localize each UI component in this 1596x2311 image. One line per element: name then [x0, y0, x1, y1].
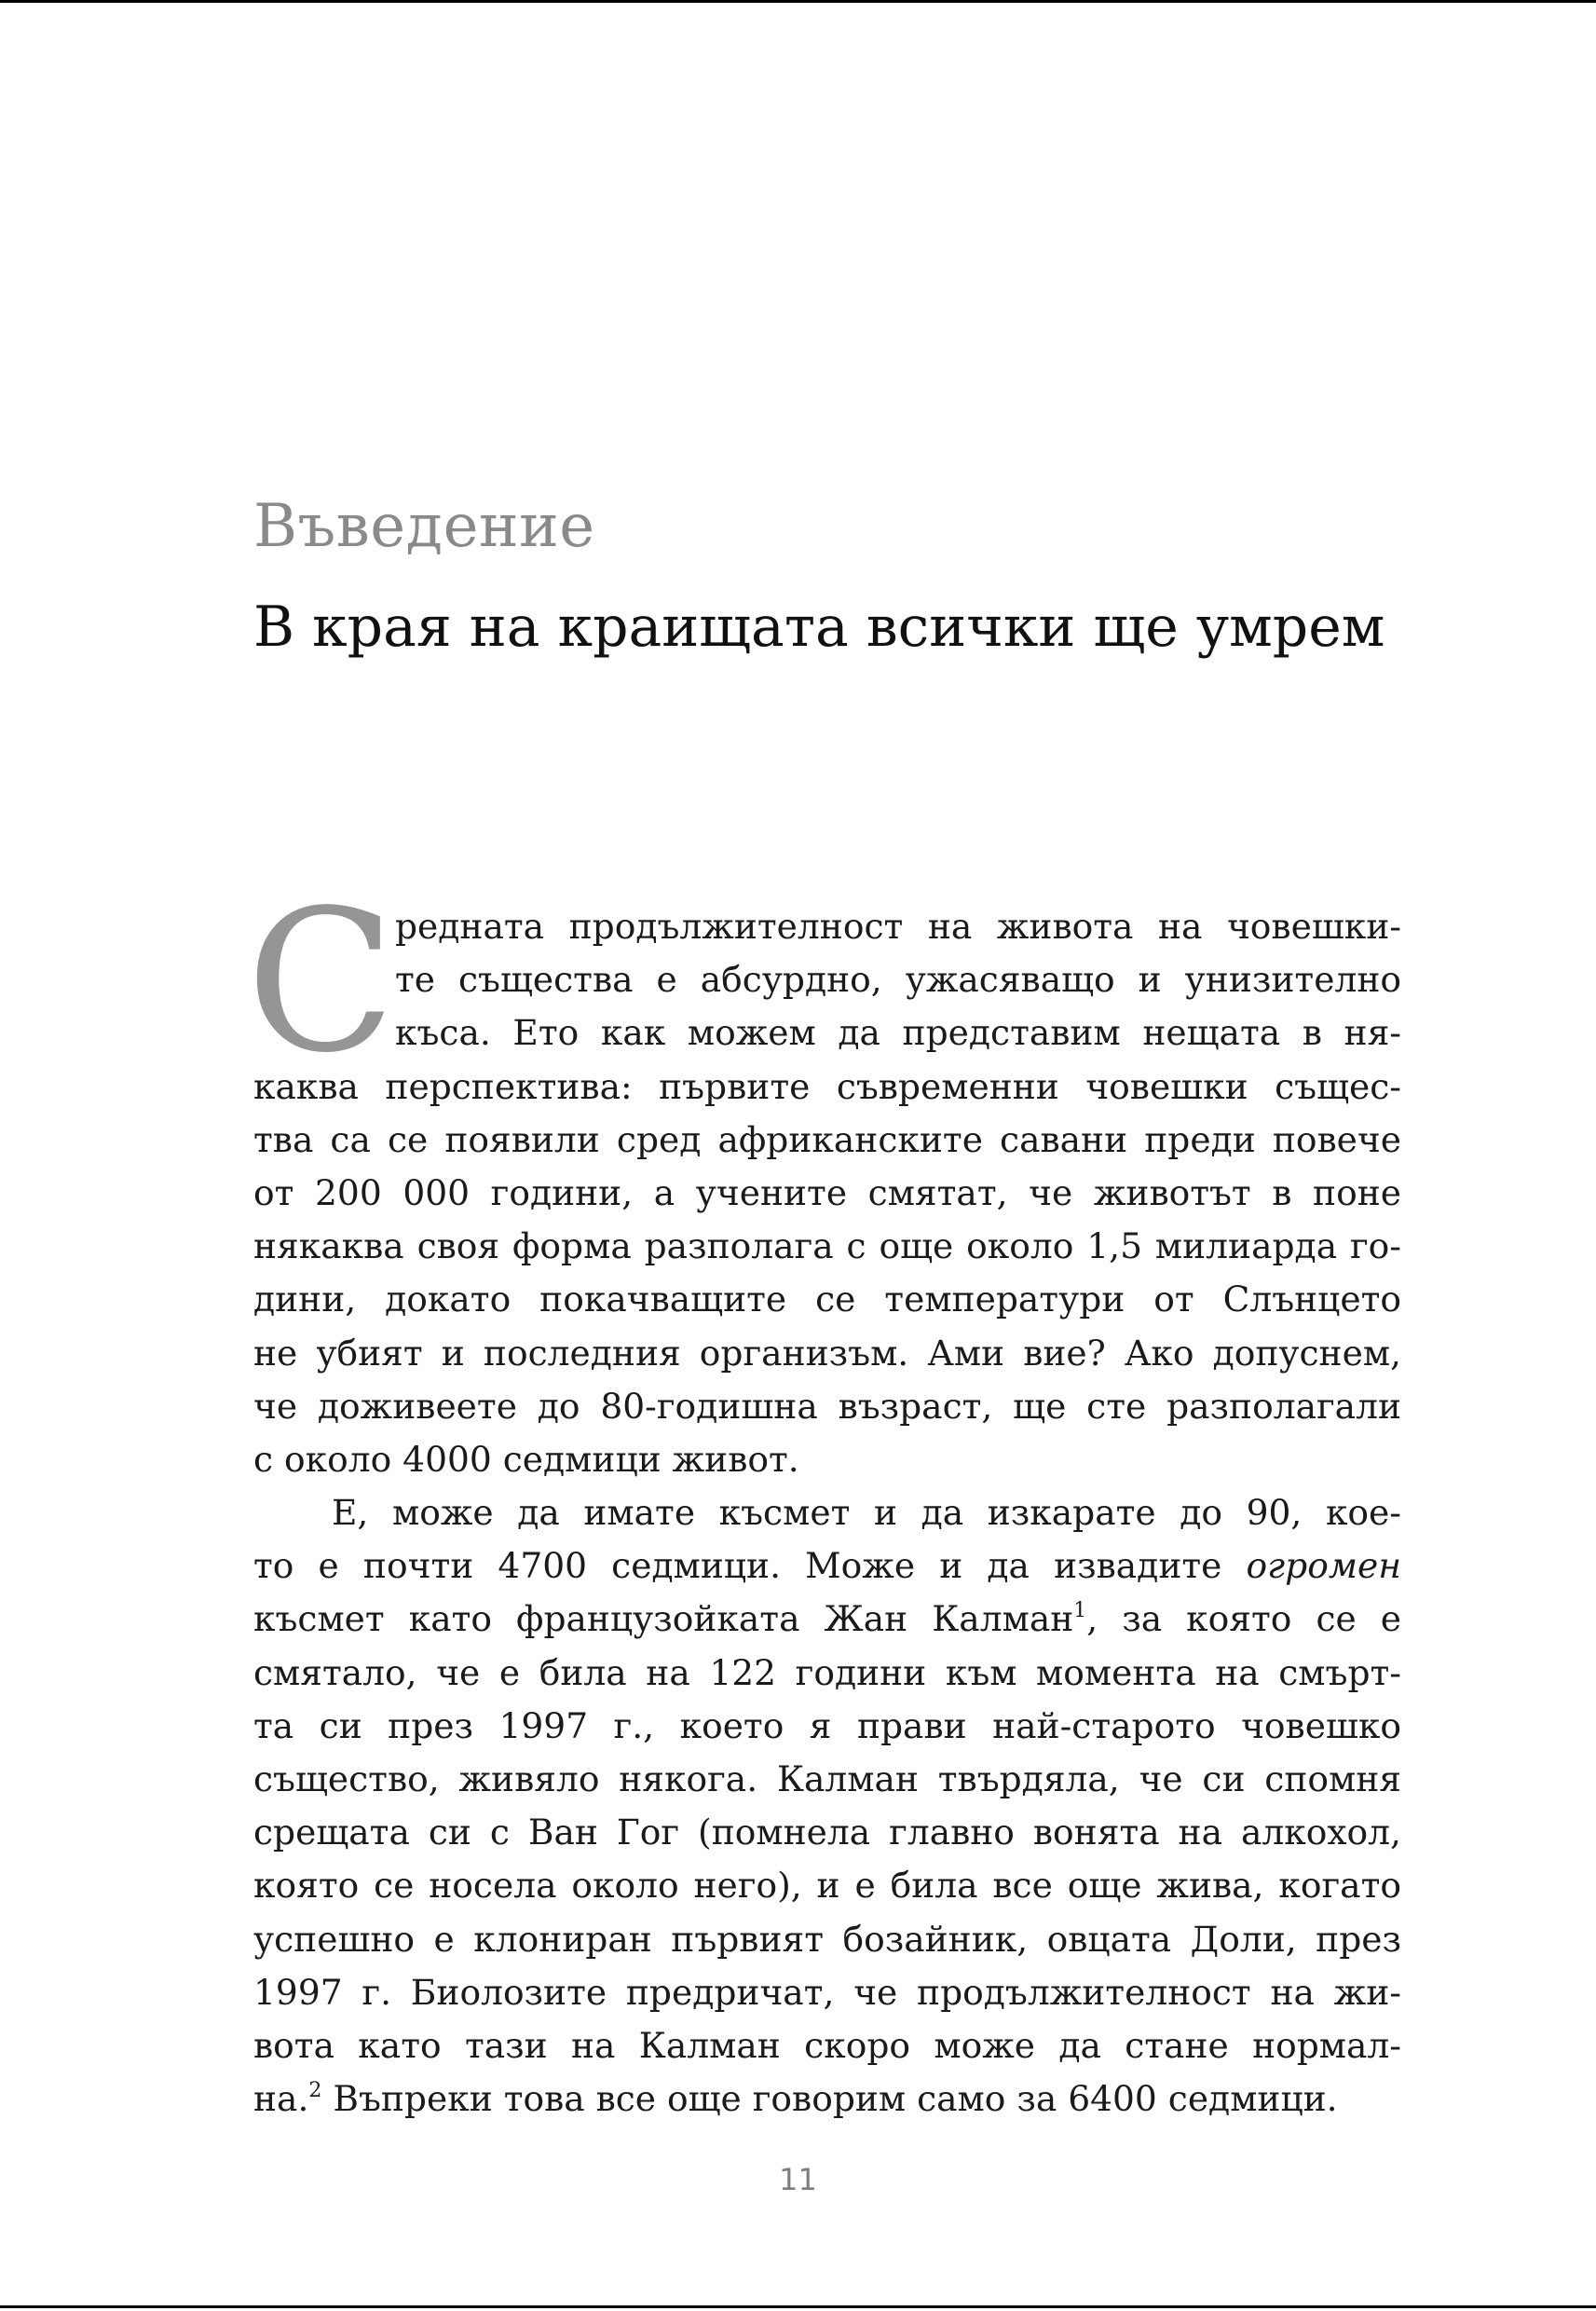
- page-number: 11: [779, 2162, 817, 2197]
- text-line: [253, 2072, 1401, 2126]
- text-line: 1997 г. Биолозите предричат, че продължителност на жи-: [253, 1971, 1401, 2013]
- text-line: редната продължителност на живота на човешки-: [395, 906, 1401, 947]
- footnote-ref-2[interactable]: 2: [308, 2079, 322, 2103]
- paragraph-1: [253, 900, 1401, 1486]
- text-line: някаква своя форма разполага с още около 1,5 милиарда го-: [253, 1225, 1401, 1267]
- text-line: която се носела около него), и е била все още жива, когато: [253, 1865, 1401, 1907]
- text-line: дини, докато покачващите се температури от Слънцето: [253, 1279, 1401, 1320]
- text-line: каква перспектива: първите съвременни човешки същес-: [253, 1065, 1401, 1107]
- text-line: тва са се появили сред африканските савани преди повече: [253, 1118, 1401, 1160]
- text-line: от 200 000 години, а учените смятат, че животът в поне: [253, 1171, 1401, 1213]
- drop-cap: С: [246, 868, 396, 1096]
- text-segment: то е почти 4700 седмици. Може и да извадите: [253, 1545, 1247, 1587]
- text-line: не убият и последния организъм. Ами вие? Ако допуснем,: [253, 1332, 1401, 1374]
- top-border: [0, 0, 1596, 3]
- text-line: та си през 1997 г., което я прави най-старото човешко: [253, 1704, 1401, 1746]
- text-line: успешно е клониран първият бозайник, овцата Доли, през: [253, 1918, 1401, 1960]
- chapter-label: Въведение: [253, 492, 595, 561]
- text-segment: на.: [253, 2078, 309, 2120]
- paragraph-2: [253, 1486, 1401, 2126]
- text-line: те същества е абсурдно, ужасяващо и унизително: [395, 959, 1401, 1001]
- text-line: с около 4000 седмици живот.: [253, 1438, 799, 1480]
- text-segment: , за която се е: [1086, 1598, 1401, 1640]
- body-text: [246, 868, 1401, 2126]
- text-line: къса. Ето как можем да представим нещата в ня-: [395, 1012, 1401, 1054]
- bottom-border: [0, 2305, 1596, 2308]
- text-line: срещата си с Ван Гог (помнела главно вонята на алкохол,: [253, 1812, 1401, 1853]
- text-line: същество, живяло някога. Калман твърдяла, че си спомня: [253, 1758, 1401, 1799]
- text-line: вота като тази на Калман скоро може да стане нормал-: [253, 2024, 1401, 2066]
- text-line: смятало, че е била на 122 години към момента на смърт-: [253, 1651, 1401, 1693]
- chapter-title: В края на краищата всички ще умрем: [253, 595, 1385, 660]
- text-segment: късмет като французойката Жан Калман: [253, 1598, 1074, 1640]
- text-line: че доживеете до 80-годишна възраст, ще сте разполагали: [253, 1385, 1401, 1427]
- text-line: [253, 1593, 1401, 1646]
- text-line: Е, може да имате късмет и да изкарате до 90, кое-: [332, 1492, 1401, 1534]
- text-segment: Въпреки това все още говорим само за 6400 седмици.: [321, 2078, 1338, 2120]
- footnote-ref-1[interactable]: 1: [1073, 1599, 1087, 1623]
- text-line: [253, 1539, 1401, 1593]
- emphasis-text: огромен: [1246, 1545, 1401, 1587]
